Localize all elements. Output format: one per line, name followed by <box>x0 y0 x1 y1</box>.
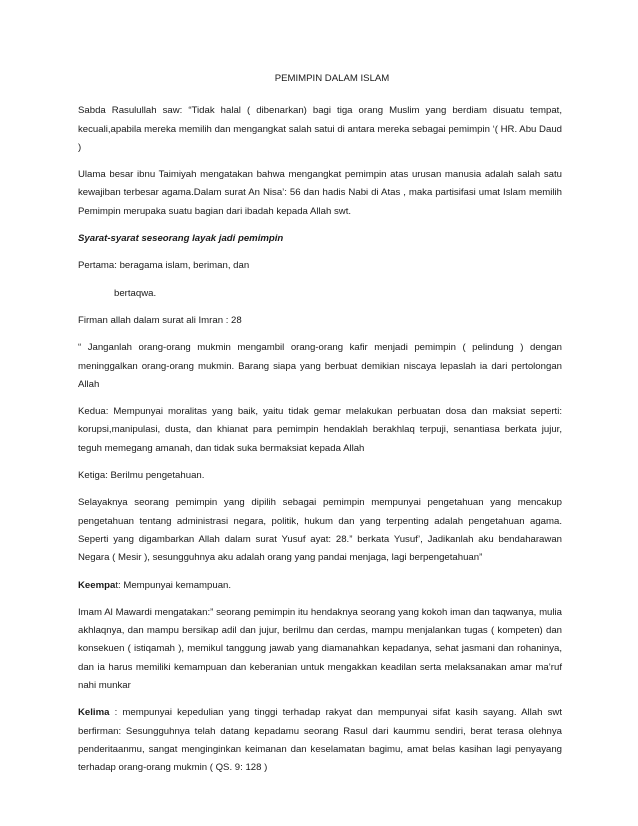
kelima-text: : mempunyai kepedulian yang tinggi terhadap rakyat dan mempunyai sifat kasih sayang. Allah swt berfirman: Sesungguhnya telah datang kepadamu seorang Rasul dari kaummu sendiri, berat terasa olehnya penderitaanmu, sangat menginginkan keimanan dan keselamatan bagimu, amat belas kasihan lagi penyayang terhadap orang-orang mukmin ( QS. 9: 128 ) <box>78 707 562 774</box>
paragraph-pertama: Pertama: beragama islam, beriman, dan <box>78 260 250 272</box>
paragraph-pertama-continued: bertaqwa. <box>114 287 157 299</box>
document-title: PEMIMPIN DALAM ISLAM <box>274 73 390 84</box>
keempat-text: t: Mempunyai kemampuan. <box>115 579 232 591</box>
paragraph-al-mawardi: Imam Al Mawardi mengatakan:” seorang pemimpin itu hendaknya seorang yang kokoh iman dan taqwanya, mulia akhlaqnya, dan mampu bersikap adil dan jujur, berilmu dan cerdas, mampu menjalankan tugas ( kompeten) dan konsekuen ( istiqamah ), memikul tanggung jawab yang diamanahkan kepadanya, sehat jasmani dan rohaninya, dan ia harus memiliki kemampuan dan keberanian untuk mengakkan keadilan serta melaksanakan amar ma’ruf nahi munkar <box>78 606 562 692</box>
kelima-bold-label: Kelima <box>78 707 110 719</box>
keempat-bold-label: Keempa <box>78 579 116 591</box>
paragraph-pengetahuan: Selayaknya seorang pemimpin yang dipilih sebagai pemimpin mempunyai pengetahuan yang mencakup pengetahuan tentang administrasi negara, politik, hukum dan yang terpenting adalah pengetahuan agama. Seperti yang digambarkan Allah dalam surat Yusuf ayat: 28.” berkata Yusuf’, Jadikanlah aku bendaharawan Negara ( Mesir ), sesungguhnya aku adalah orang yang pandai menjaga, lagi berpengetahuan” <box>78 497 562 564</box>
paragraph-keempat <box>78 577 562 595</box>
document-page <box>78 70 562 787</box>
section-heading: Syarat-syarat seseorang layak jadi pemimpin <box>78 233 284 245</box>
paragraph-firman-allah: Firman allah dalam surat ali Imran : 28 <box>78 314 242 326</box>
paragraph-ketiga: Ketiga: Berilmu pengetahuan. <box>78 470 205 482</box>
paragraph-ali-imran-quote: “ Janganlah orang-orang mukmin mengambil orang-orang kafir menjadi pemimpin ( pelindung ) dengan meninggalkan orang-orang mukmin. Barang siapa yang berbuat demikian niscaya lepaslah ia dari pertolongan Allah <box>78 342 562 390</box>
paragraph-hadith: Sabda Rasulullah saw: “Tidak halal ( dibenarkan) bagi tiga orang Muslim yang berdiam disuatu tempat, kecuali,apabila mereka memilih dan mengangkat salah satui di antara mereka sebagai pemimpin ‘( HR. Abu Daud ) <box>78 105 562 153</box>
paragraph-ibnu-taimiyah: Ulama besar ibnu Taimiyah mengatakan bahwa mengangkat pemimpin atas urusan manusia adalah salah satu kewajiban terbesar agama.Dalam surat An Nisa’: 56 dan hadis Nabi di Atas , maka partisifasi umat Islam memilih Pemimpin merupaka suatu bagian dari ibadah kepada Allah swt. <box>78 169 562 217</box>
paragraph-kedua: Kedua: Mempunyai moralitas yang baik, yaitu tidak gemar melakukan perbuatan dosa dan maksiat seperti: korupsi,manipulasi, dusta, dan khianat para pemimpin hendaklah berakhlaq terpuji, senantiasa berkata jujur, teguh memegang amanah, dan tidak suka bermaksiat kepada Allah <box>78 406 562 454</box>
paragraph-kelima <box>78 704 562 777</box>
